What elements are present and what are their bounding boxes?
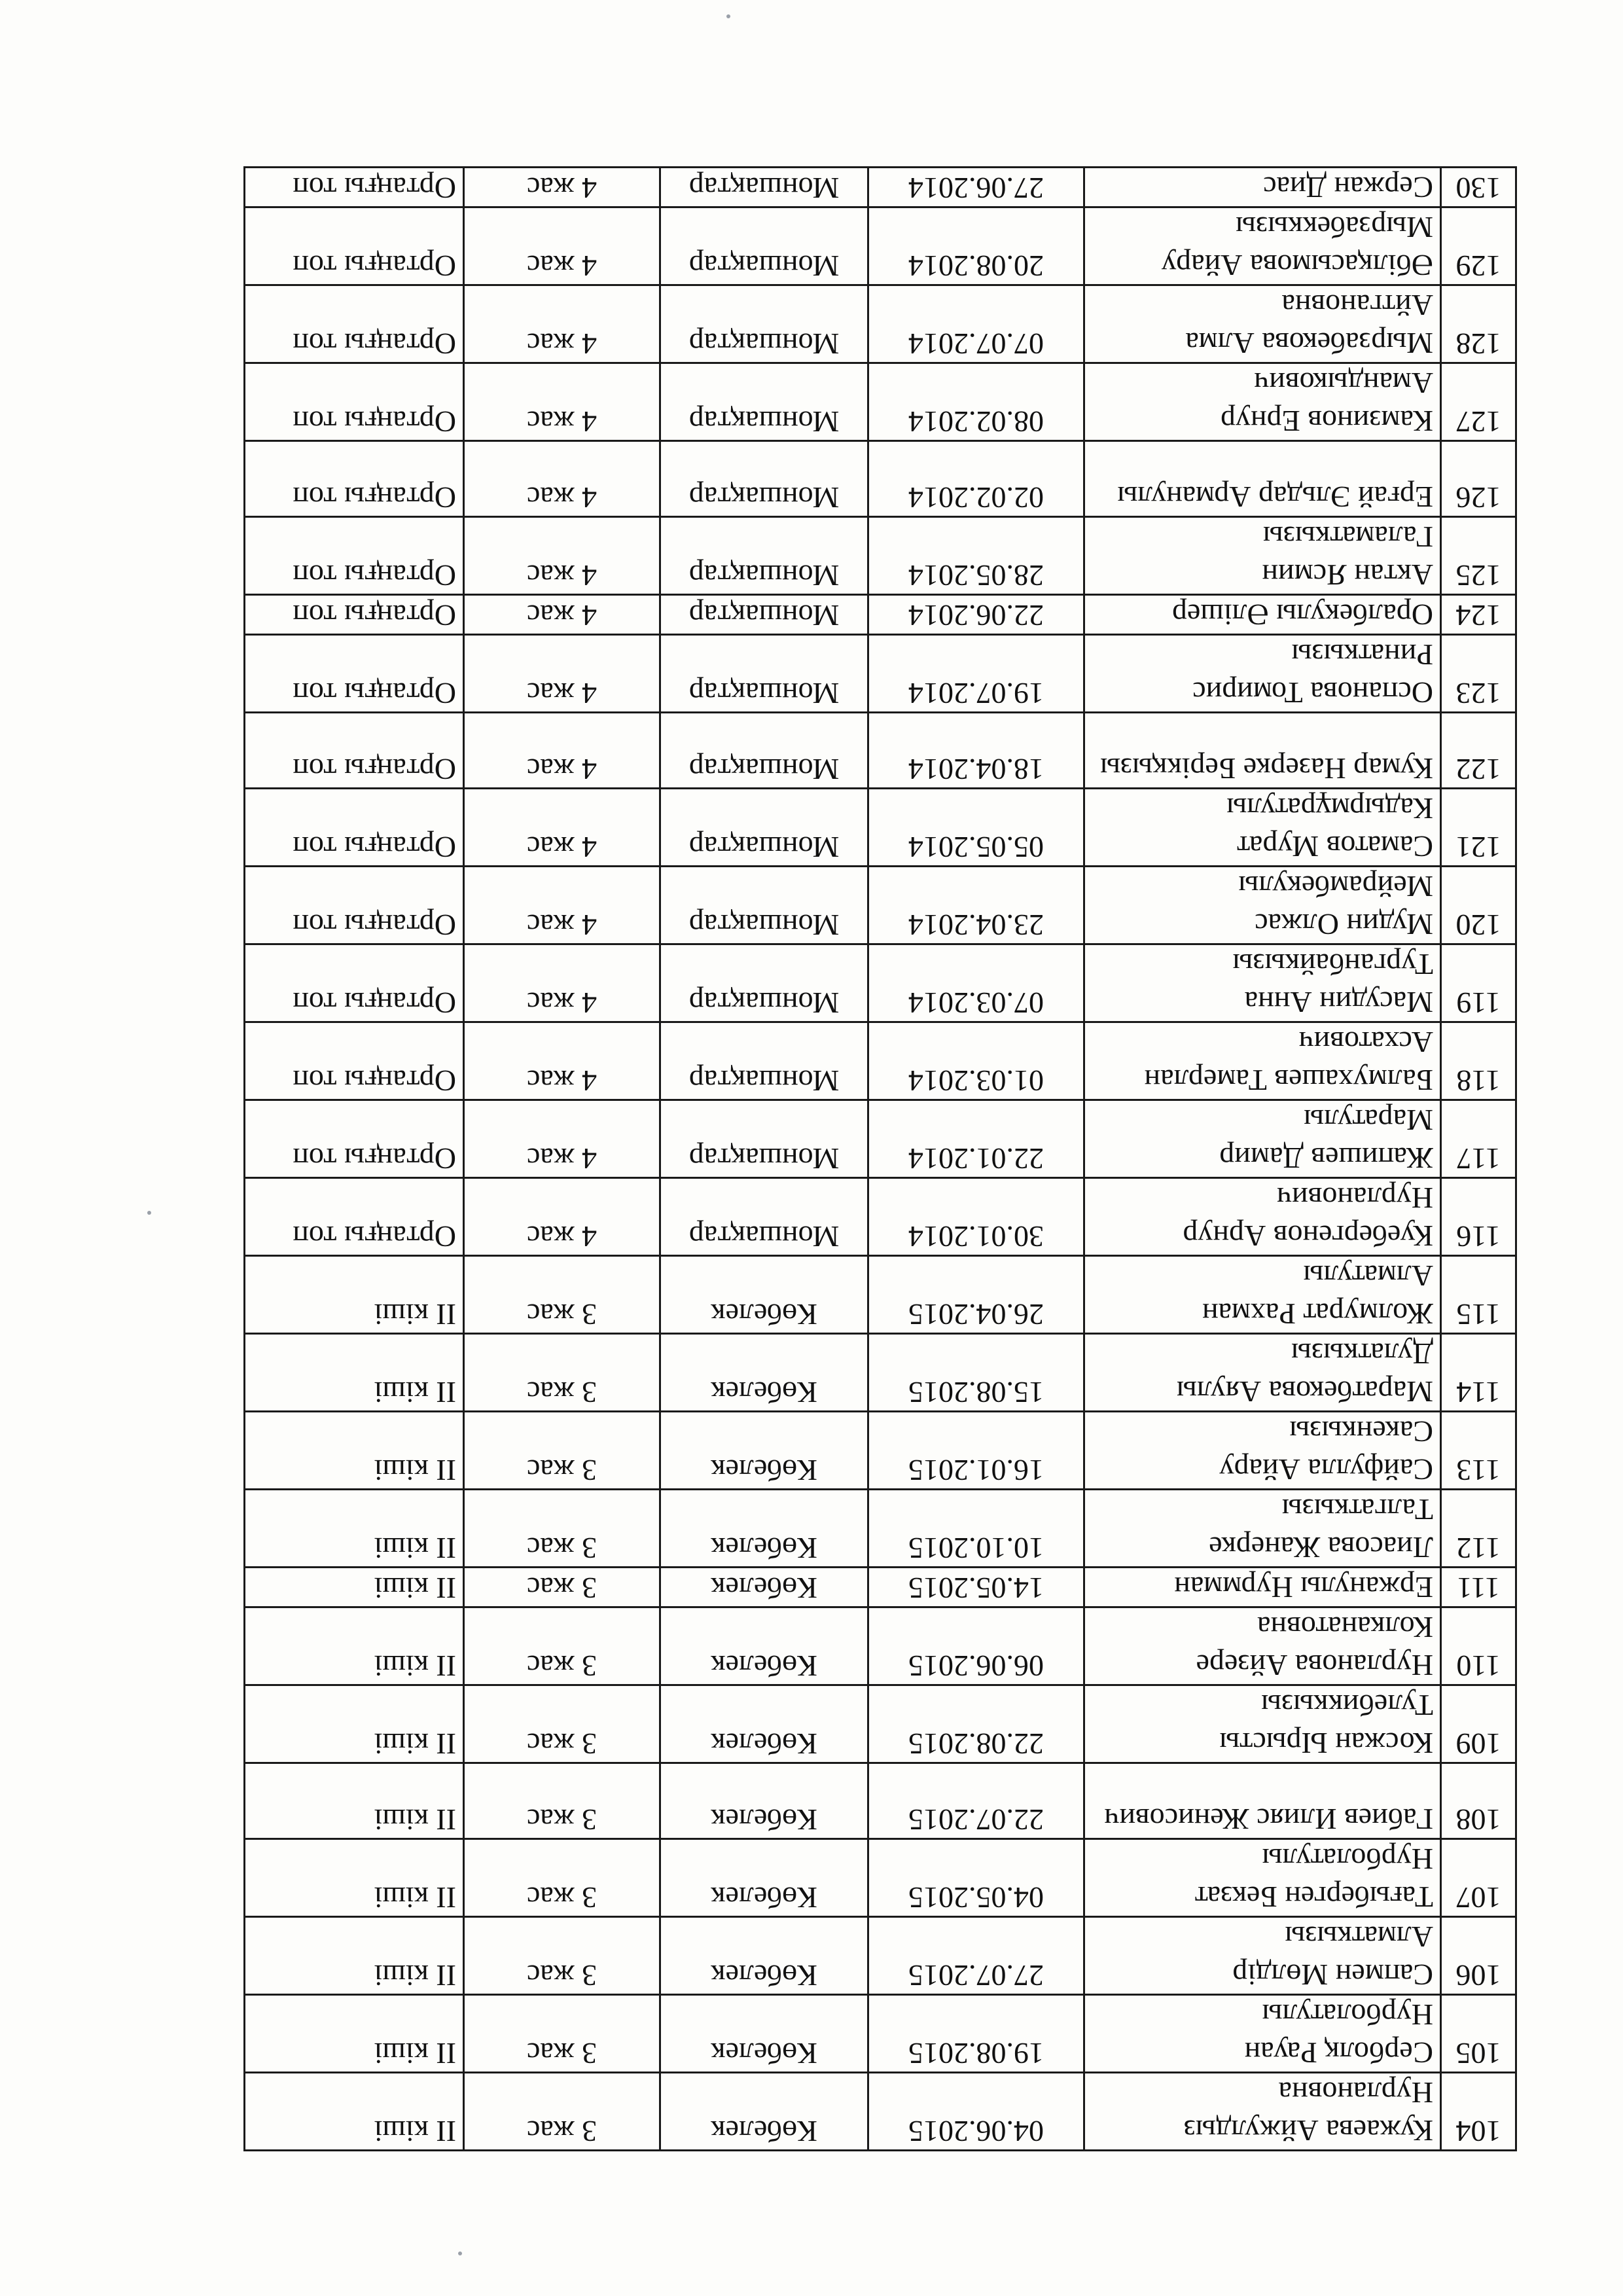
birth-date: 16.01.2015 bbox=[868, 1412, 1084, 1490]
child-age: 4 жас bbox=[464, 867, 660, 944]
row-number: 126 bbox=[1441, 441, 1516, 517]
birth-date: 22.06.2014 bbox=[868, 595, 1084, 635]
table-row bbox=[245, 789, 1516, 867]
child-name: Ерғай Эльдар Арманулы bbox=[1084, 441, 1441, 517]
child-age: 3 жас bbox=[464, 1256, 660, 1334]
group-name: Моншақтар bbox=[660, 168, 868, 207]
child-name: Жапишев Дамир Маратулы bbox=[1084, 1100, 1441, 1178]
child-age: 4 жас bbox=[464, 595, 660, 635]
birth-date: 04.05.2015 bbox=[868, 1839, 1084, 1917]
child-age: 4 жас bbox=[464, 285, 660, 363]
row-number: 129 bbox=[1441, 207, 1516, 285]
row-number: 105 bbox=[1441, 1995, 1516, 2073]
group-name: Моншақтар bbox=[660, 1022, 868, 1100]
child-name: Серболқ Рауан Нурболатулы bbox=[1084, 1995, 1441, 2073]
table-row bbox=[245, 363, 1516, 441]
age-category: Ортаңғы топ bbox=[245, 789, 464, 867]
table-row bbox=[245, 285, 1516, 363]
group-name: Моншақтар bbox=[660, 441, 868, 517]
table-body bbox=[245, 168, 1516, 2151]
birth-date: 02.02.2014 bbox=[868, 441, 1084, 517]
table-row bbox=[245, 1490, 1516, 1568]
birth-date: 01.03.2014 bbox=[868, 1022, 1084, 1100]
birth-date: 15.08.2015 bbox=[868, 1334, 1084, 1412]
group-name: Көбелек bbox=[660, 1256, 868, 1334]
child-name: Кумар Назерке Берікқызы bbox=[1084, 713, 1441, 789]
children-table-rotated bbox=[245, 171, 1517, 2151]
child-age: 4 жас bbox=[464, 1100, 660, 1178]
age-category: II кіші bbox=[245, 1607, 464, 1685]
row-number: 124 bbox=[1441, 595, 1516, 635]
age-category: Ортаңғы топ bbox=[245, 1022, 464, 1100]
row-number: 130 bbox=[1441, 168, 1516, 207]
child-age: 4 жас bbox=[464, 1178, 660, 1256]
age-category: II кіші bbox=[245, 2073, 464, 2151]
group-name: Моншақтар bbox=[660, 789, 868, 867]
age-category: Ортаңғы топ bbox=[245, 1100, 464, 1178]
child-age: 4 жас bbox=[464, 207, 660, 285]
scan-speck bbox=[458, 2251, 462, 2255]
child-age: 4 жас bbox=[464, 635, 660, 713]
row-number: 110 bbox=[1441, 1607, 1516, 1685]
birth-date: 20.08.2014 bbox=[868, 207, 1084, 285]
row-number: 128 bbox=[1441, 285, 1516, 363]
row-number: 123 bbox=[1441, 635, 1516, 713]
group-name: Моншақтар bbox=[660, 1100, 868, 1178]
table-row bbox=[245, 1995, 1516, 2073]
child-name: Актан Ясмин Галаматкызы bbox=[1084, 517, 1441, 595]
age-category: II кіші bbox=[245, 1568, 464, 1607]
row-number: 117 bbox=[1441, 1100, 1516, 1178]
group-name: Моншақтар bbox=[660, 944, 868, 1022]
birth-date: 06.06.2015 bbox=[868, 1607, 1084, 1685]
child-age: 3 жас bbox=[464, 1685, 660, 1763]
table-row bbox=[245, 2073, 1516, 2151]
row-number: 119 bbox=[1441, 944, 1516, 1022]
child-name: Кужаева Айжулдыз Нурлановна bbox=[1084, 2073, 1441, 2151]
birth-date: 19.07.2014 bbox=[868, 635, 1084, 713]
table-row bbox=[245, 713, 1516, 789]
age-category: Ортаңғы топ bbox=[245, 363, 464, 441]
age-category: Ортаңғы топ bbox=[245, 207, 464, 285]
table-row bbox=[245, 867, 1516, 944]
child-name: Лиасова Жанерке Талгаткызы bbox=[1084, 1490, 1441, 1568]
birth-date: 26.04.2015 bbox=[868, 1256, 1084, 1334]
child-age: 3 жас bbox=[464, 1607, 660, 1685]
group-name: Көбелек bbox=[660, 2073, 868, 2151]
child-age: 3 жас bbox=[464, 1334, 660, 1412]
birth-date: 22.08.2015 bbox=[868, 1685, 1084, 1763]
child-name: Маратбекова Аяулы Дулаткызы bbox=[1084, 1334, 1441, 1412]
child-name: Габиев Илияс Женисович bbox=[1084, 1763, 1441, 1839]
group-name: Көбелек bbox=[660, 1490, 868, 1568]
group-name: Көбелек bbox=[660, 1839, 868, 1917]
age-category: II кіші bbox=[245, 1995, 464, 2073]
table-row bbox=[245, 1178, 1516, 1256]
table-row bbox=[245, 1256, 1516, 1334]
birth-date: 18.04.2014 bbox=[868, 713, 1084, 789]
child-age: 3 жас bbox=[464, 1839, 660, 1917]
child-name: Сайфулла Айару Сакенкызы bbox=[1084, 1412, 1441, 1490]
birth-date: 27.07.2015 bbox=[868, 1917, 1084, 1995]
row-number: 127 bbox=[1441, 363, 1516, 441]
row-number: 115 bbox=[1441, 1256, 1516, 1334]
birth-date: 07.03.2014 bbox=[868, 944, 1084, 1022]
table-row bbox=[245, 944, 1516, 1022]
birth-date: 07.07.2014 bbox=[868, 285, 1084, 363]
table-row bbox=[245, 1917, 1516, 1995]
group-name: Көбелек bbox=[660, 1995, 868, 2073]
children-table bbox=[243, 166, 1517, 2151]
child-age: 4 жас bbox=[464, 1022, 660, 1100]
child-name: Жолмурат Рахман Алматулы bbox=[1084, 1256, 1441, 1334]
table-row bbox=[245, 1334, 1516, 1412]
row-number: 120 bbox=[1441, 867, 1516, 944]
birth-date: 08.02.2014 bbox=[868, 363, 1084, 441]
child-age: 3 жас bbox=[464, 1412, 660, 1490]
age-category: Ортаңғы топ bbox=[245, 1178, 464, 1256]
row-number: 106 bbox=[1441, 1917, 1516, 1995]
table-row bbox=[245, 595, 1516, 635]
age-category: II кіші bbox=[245, 1256, 464, 1334]
age-category: II кіші bbox=[245, 1412, 464, 1490]
group-name: Көбелек bbox=[660, 1763, 868, 1839]
age-category: Ортаңғы топ bbox=[245, 867, 464, 944]
child-age: 3 жас bbox=[464, 1568, 660, 1607]
child-name: Саматов Мурат Кадырмұратулы bbox=[1084, 789, 1441, 867]
group-name: Моншақтар bbox=[660, 635, 868, 713]
child-name: Сапмен Мөлдір Алматкызы bbox=[1084, 1917, 1441, 1995]
age-category: Ортаңғы топ bbox=[245, 713, 464, 789]
child-age: 4 жас bbox=[464, 713, 660, 789]
child-name: Тағыберген Бекзат Нурболатулы bbox=[1084, 1839, 1441, 1917]
group-name: Моншақтар bbox=[660, 1178, 868, 1256]
child-name: Оспанова Томирис Ринаткызы bbox=[1084, 635, 1441, 713]
table-row bbox=[245, 1100, 1516, 1178]
scan-speck bbox=[726, 14, 730, 18]
group-name: Моншақтар bbox=[660, 363, 868, 441]
child-age: 3 жас bbox=[464, 1995, 660, 2073]
group-name: Моншақтар bbox=[660, 517, 868, 595]
child-name: Масудин Анна Турганбайкызы bbox=[1084, 944, 1441, 1022]
child-name: Куебергенов Арнур Нурланович bbox=[1084, 1178, 1441, 1256]
age-category: Ортаңғы топ bbox=[245, 441, 464, 517]
table-row bbox=[245, 1607, 1516, 1685]
age-category: II кіші bbox=[245, 1839, 464, 1917]
birth-date: 27.06.2014 bbox=[868, 168, 1084, 207]
child-name: Мудин Олжас Мейрамбекулы bbox=[1084, 867, 1441, 944]
table-row bbox=[245, 1763, 1516, 1839]
table-row bbox=[245, 1412, 1516, 1490]
child-name: Камзинов Ернур Амандыкович bbox=[1084, 363, 1441, 441]
child-age: 3 жас bbox=[464, 2073, 660, 2151]
child-age: 3 жас bbox=[464, 1490, 660, 1568]
row-number: 108 bbox=[1441, 1763, 1516, 1839]
row-number: 114 bbox=[1441, 1334, 1516, 1412]
scan-speck bbox=[147, 1211, 151, 1215]
child-name: Сержан Диас bbox=[1084, 168, 1441, 207]
age-category: Ортаңғы топ bbox=[245, 285, 464, 363]
group-name: Моншақтар bbox=[660, 867, 868, 944]
age-category: Ортаңғы топ bbox=[245, 595, 464, 635]
child-name: Косжан Ырысты Тулебиккызы bbox=[1084, 1685, 1441, 1763]
group-name: Көбелек bbox=[660, 1334, 868, 1412]
birth-date: 22.07.2015 bbox=[868, 1763, 1084, 1839]
child-name: Мырзабекова Алма Айтгановна bbox=[1084, 285, 1441, 363]
child-name: Ержанулы Нурмман bbox=[1084, 1568, 1441, 1607]
group-name: Моншақтар bbox=[660, 595, 868, 635]
age-category: II кіші bbox=[245, 1917, 464, 1995]
row-number: 111 bbox=[1441, 1568, 1516, 1607]
row-number: 125 bbox=[1441, 517, 1516, 595]
group-name: Моншақтар bbox=[660, 713, 868, 789]
child-name: Оралбекулы Әлішер bbox=[1084, 595, 1441, 635]
age-category: Ортаңғы топ bbox=[245, 635, 464, 713]
birth-date: 04.06.2015 bbox=[868, 2073, 1084, 2151]
birth-date: 14.05.2015 bbox=[868, 1568, 1084, 1607]
row-number: 109 bbox=[1441, 1685, 1516, 1763]
table-row bbox=[245, 1839, 1516, 1917]
birth-date: 10.10.2015 bbox=[868, 1490, 1084, 1568]
row-number: 112 bbox=[1441, 1490, 1516, 1568]
table-row bbox=[245, 1568, 1516, 1607]
row-number: 121 bbox=[1441, 789, 1516, 867]
group-name: Көбелек bbox=[660, 1568, 868, 1607]
child-age: 3 жас bbox=[464, 1763, 660, 1839]
child-age: 4 жас bbox=[464, 363, 660, 441]
table-row bbox=[245, 441, 1516, 517]
birth-date: 28.05.2014 bbox=[868, 517, 1084, 595]
age-category: Ортаңғы топ bbox=[245, 517, 464, 595]
row-number: 107 bbox=[1441, 1839, 1516, 1917]
age-category: II кіші bbox=[245, 1763, 464, 1839]
row-number: 118 bbox=[1441, 1022, 1516, 1100]
table-row bbox=[245, 635, 1516, 713]
group-name: Көбелек bbox=[660, 1607, 868, 1685]
age-category: II кіші bbox=[245, 1334, 464, 1412]
group-name: Көбелек bbox=[660, 1685, 868, 1763]
child-name: Нурланова Айзере Колканатовна bbox=[1084, 1607, 1441, 1685]
child-name: Әбілқасымова Айару Мырзабеккызы bbox=[1084, 207, 1441, 285]
table-row bbox=[245, 168, 1516, 207]
table-row bbox=[245, 517, 1516, 595]
child-age: 4 жас bbox=[464, 517, 660, 595]
row-number: 122 bbox=[1441, 713, 1516, 789]
group-name: Моншақтар bbox=[660, 207, 868, 285]
birth-date: 22.01.2014 bbox=[868, 1100, 1084, 1178]
table-row bbox=[245, 1022, 1516, 1100]
birth-date: 05.05.2014 bbox=[868, 789, 1084, 867]
birth-date: 23.04.2014 bbox=[868, 867, 1084, 944]
birth-date: 30.01.2014 bbox=[868, 1178, 1084, 1256]
age-category: II кіші bbox=[245, 1685, 464, 1763]
row-number: 104 bbox=[1441, 2073, 1516, 2151]
age-category: II кіші bbox=[245, 1490, 464, 1568]
age-category: Ортаңғы топ bbox=[245, 944, 464, 1022]
child-age: 4 жас bbox=[464, 789, 660, 867]
group-name: Көбелек bbox=[660, 1917, 868, 1995]
child-age: 4 жас bbox=[464, 441, 660, 517]
group-name: Көбелек bbox=[660, 1412, 868, 1490]
row-number: 116 bbox=[1441, 1178, 1516, 1256]
group-name: Моншақтар bbox=[660, 285, 868, 363]
child-name: Балмухашев Тамерлан Асхатович bbox=[1084, 1022, 1441, 1100]
child-age: 3 жас bbox=[464, 1917, 660, 1995]
birth-date: 19.08.2015 bbox=[868, 1995, 1084, 2073]
child-age: 4 жас bbox=[464, 944, 660, 1022]
age-category: Ортаңғы топ bbox=[245, 168, 464, 207]
row-number: 113 bbox=[1441, 1412, 1516, 1490]
table-row bbox=[245, 207, 1516, 285]
table-row bbox=[245, 1685, 1516, 1763]
child-age: 4 жас bbox=[464, 168, 660, 207]
